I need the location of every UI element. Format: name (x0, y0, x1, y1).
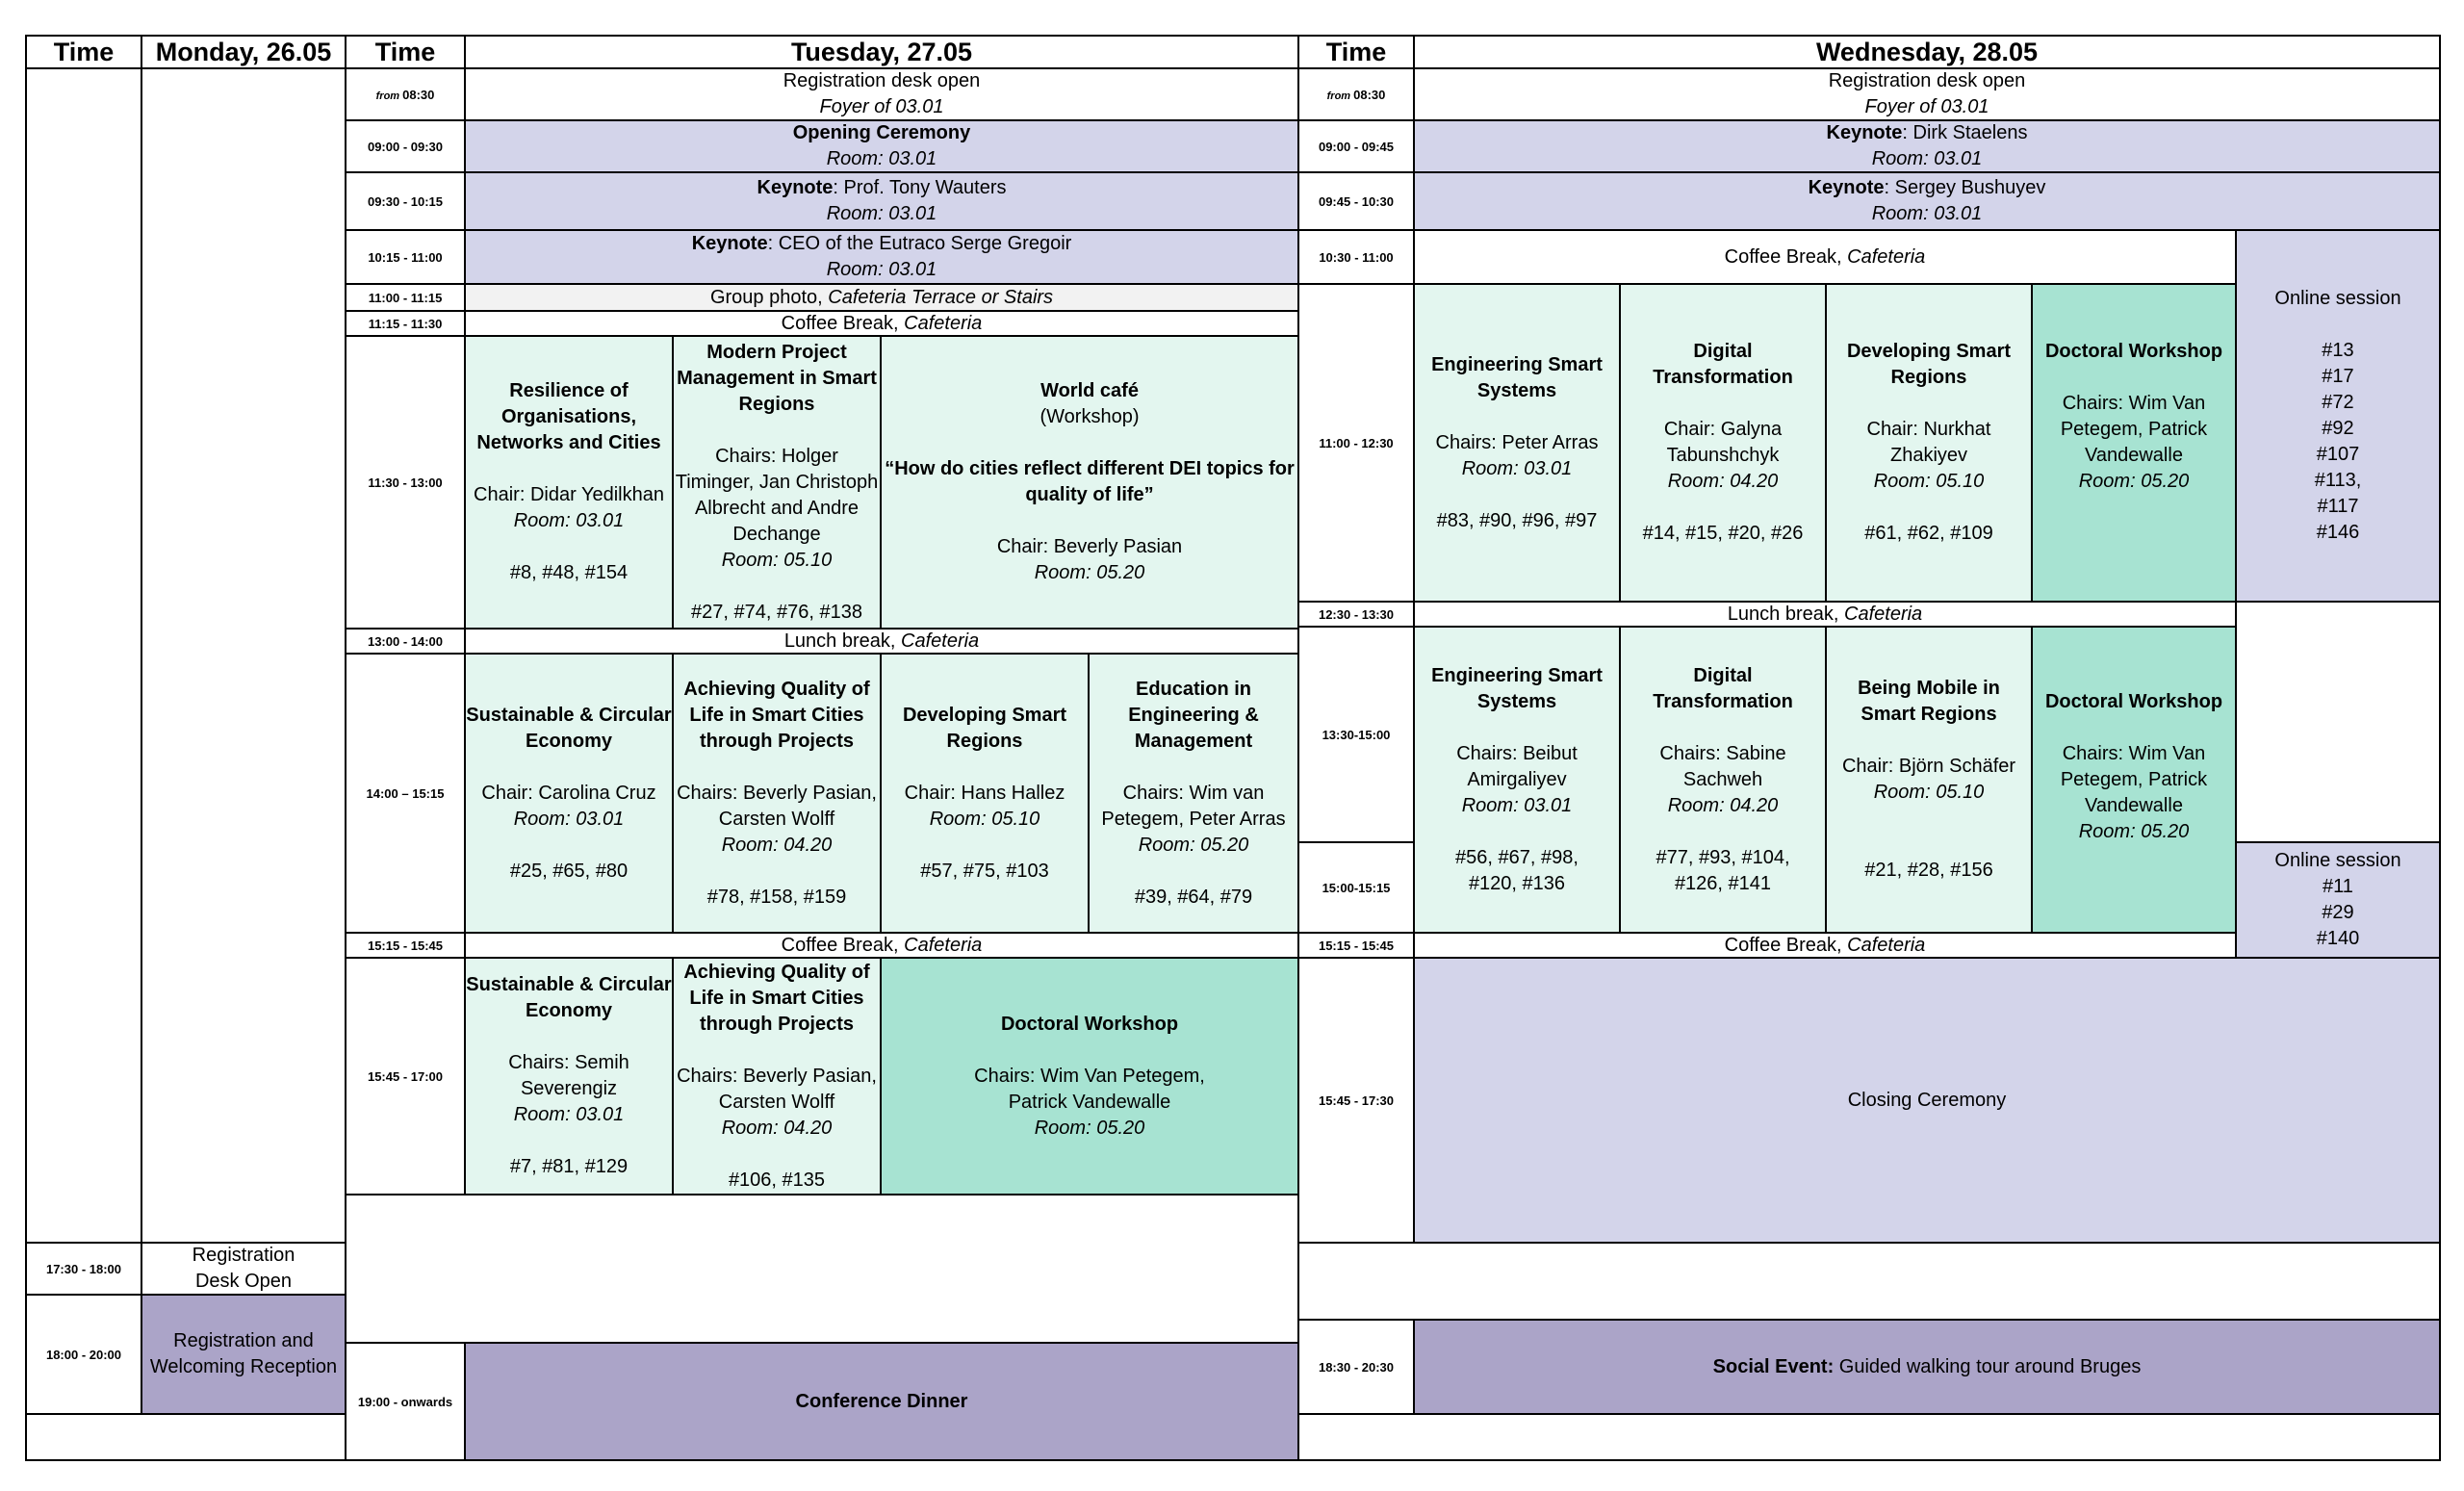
tue-dev-regions: Developing Smart Regions Chair: Hans Hallez Room: 05.10 #57, #75, #103 (880, 653, 1090, 934)
wed-t-1330: 13:30-15:00 (1297, 626, 1415, 843)
h-wednesday: Wednesday, 28.05 (1413, 35, 2441, 69)
wed-doctoral-2: Doctoral Workshop Chairs: Wim Van Petegem, Patrick Vandewalle Room: 05.20 (2031, 626, 2237, 934)
tue-keynote-2: Keynote: CEO of the Eutraco Serge Gregoir Room: 03.01 (464, 229, 1299, 285)
wed-coffee-1: Coffee Break, Cafeteria (1413, 229, 2237, 285)
tue-registration: Registration desk open Foyer of 03.01 (464, 67, 1299, 121)
wed-right-empty-1 (2235, 601, 2441, 843)
tue-t-1100: 11:00 - 11:15 (345, 283, 466, 312)
wed-t-1100: 11:00 - 12:30 (1297, 283, 1415, 603)
h-time-2: Time (345, 35, 466, 69)
tue-t-0830: from 08:30 (345, 67, 466, 121)
wed-online-2: Online session #11 #29 #140 (2235, 841, 2441, 959)
wed-t-1515: 15:15 - 15:45 (1297, 932, 1415, 959)
mon-bottom-empty (25, 1413, 346, 1461)
wed-mobile: Being Mobile in Smart Regions Chair: Björn Schäfer Room: 05.10 #21, #28, #156 (1825, 626, 2033, 934)
tue-modern-pm: Modern Project Management in Smart Regions Chairs: Holger Timinger, Jan Christoph Albrecht and Andre Dechange Room: 05.10 #27, #74, #76, #138 (672, 335, 882, 630)
tue-sust-circ-2: Sustainable & Circular Economy Chairs: Semih Severengiz Room: 03.01 #7, #81, #129 (464, 957, 674, 1195)
tue-world-cafe: World café (Workshop) “How do cities reflect different DEI topics for quality of life” Chair: Beverly Pasian Room: 05.20 (880, 335, 1299, 630)
tue-t-1545: 15:45 - 17:00 (345, 957, 466, 1195)
tue-quality-life-2: Achieving Quality of Life in Smart Cities through Projects Chairs: Beverly Pasian, Carsten Wolff Room: 04.20 #106, #135 (672, 957, 882, 1195)
wed-digital-1: Digital Transformation Chair: Galyna Tabunshchyk Room: 04.20 #14, #15, #20, #26 (1619, 283, 1827, 603)
wed-t-1030: 10:30 - 11:00 (1297, 229, 1415, 285)
tue-resilience: Resilience of Organisations, Networks and Cities Chair: Didar Yedilkhan Room: 03.01 #8, #48, #154 (464, 335, 674, 630)
wed-keynote-2: Keynote: Sergey Bushuyev Room: 03.01 (1413, 171, 2441, 231)
tue-doctoral: Doctoral Workshop Chairs: Wim Van Petegem, Patrick Vandewalle Room: 05.20 (880, 957, 1299, 1195)
tue-lunch: Lunch break, Cafeteria (464, 628, 1299, 655)
mon-t-1730: 17:30 - 18:00 (25, 1242, 142, 1296)
tue-t-0900: 09:00 - 09:30 (345, 119, 466, 173)
mon-col-empty (141, 67, 346, 1244)
h-time-3: Time (1297, 35, 1415, 69)
wed-t-1830: 18:30 - 20:30 (1297, 1319, 1415, 1415)
wed-lunch: Lunch break, Cafeteria (1413, 601, 2237, 628)
tue-group-photo: Group photo, Cafeteria Terrace or Stairs (464, 283, 1299, 312)
mon-registration-desk: Registration Desk Open (141, 1242, 346, 1296)
wed-t-1230: 12:30 - 13:30 (1297, 601, 1415, 628)
wed-registration: Registration desk open Foyer of 03.01 (1413, 67, 2441, 121)
mon-welcome-reception: Registration and Welcoming Reception (141, 1294, 346, 1415)
mon-time-empty (25, 67, 142, 1244)
tue-keynote-1: Keynote: Prof. Tony Wauters Room: 03.01 (464, 171, 1299, 231)
wed-dev-regions: Developing Smart Regions Chair: Nurkhat Zhakiyev Room: 05.10 #61, #62, #109 (1825, 283, 2033, 603)
tue-quality-life-1: Achieving Quality of Life in Smart Cities through Projects Chairs: Beverly Pasian, Carsten Wolff Room: 04.20 #78, #158, #159 (672, 653, 882, 934)
wed-eng-smart-2: Engineering Smart Systems Chairs: Beibut Amirgaliyev Room: 03.01 #56, #67, #98, #120, #136 (1413, 626, 1621, 934)
tue-t-1300: 13:00 - 14:00 (345, 628, 466, 655)
wed-keynote-1: Keynote: Dirk Staelens Room: 03.01 (1413, 119, 2441, 173)
tue-t-0930: 09:30 - 10:15 (345, 171, 466, 231)
tue-dinner: Conference Dinner (464, 1342, 1299, 1461)
wed-digital-2: Digital Transformation Chairs: Sabine Sachweh Room: 04.20 #77, #93, #104, #126, #141 (1619, 626, 1827, 934)
h-time-1: Time (25, 35, 142, 69)
tue-t-1015: 10:15 - 11:00 (345, 229, 466, 285)
wed-closing: Closing Ceremony (1413, 957, 2441, 1244)
wed-coffee-2: Coffee Break, Cafeteria (1413, 932, 2237, 959)
wed-doctoral-1: Doctoral Workshop Chairs: Wim Van Petegem, Patrick Vandewalle Room: 05.20 (2031, 283, 2237, 603)
wed-bottom-empty (1297, 1413, 2441, 1461)
tue-opening: Opening Ceremony Room: 03.01 (464, 119, 1299, 173)
tue-evening-empty (345, 1194, 1299, 1344)
tue-t-1130: 11:30 - 13:00 (345, 335, 466, 630)
tue-coffee-1: Coffee Break, Cafeteria (464, 310, 1299, 337)
tue-education: Education in Engineering & Management Chairs: Wim van Petegem, Peter Arras Room: 05.20 #39, #64, #79 (1088, 653, 1299, 934)
wed-t-1545: 15:45 - 17:30 (1297, 957, 1415, 1244)
wed-t-1500: 15:00-15:15 (1297, 841, 1415, 934)
wed-t-0830: from 08:30 (1297, 67, 1415, 121)
h-tuesday: Tuesday, 27.05 (464, 35, 1299, 69)
wed-eng-smart-1: Engineering Smart Systems Chairs: Peter Arras Room: 03.01 #83, #90, #96, #97 (1413, 283, 1621, 603)
tue-sust-circ-1: Sustainable & Circular Economy Chair: Carolina Cruz Room: 03.01 #25, #65, #80 (464, 653, 674, 934)
tue-coffee-2: Coffee Break, Cafeteria (464, 932, 1299, 959)
wed-online-1: Online session #13 #17 #72 #92 #107 #113, #117 #146 (2235, 229, 2441, 603)
tue-t-1400: 14:00 – 15:15 (345, 653, 466, 934)
wed-t-0900: 09:00 - 09:45 (1297, 119, 1415, 173)
wed-evening-empty (1297, 1242, 2441, 1321)
wed-social: Social Event: Guided walking tour around Bruges (1413, 1319, 2441, 1415)
wed-t-0945: 09:45 - 10:30 (1297, 171, 1415, 231)
tue-t-1900: 19:00 - onwards (345, 1342, 466, 1461)
tue-t-1115: 11:15 - 11:30 (345, 310, 466, 337)
tue-t-1515: 15:15 - 15:45 (345, 932, 466, 959)
mon-t-1800: 18:00 - 20:00 (25, 1294, 142, 1415)
h-monday: Monday, 26.05 (141, 35, 346, 69)
